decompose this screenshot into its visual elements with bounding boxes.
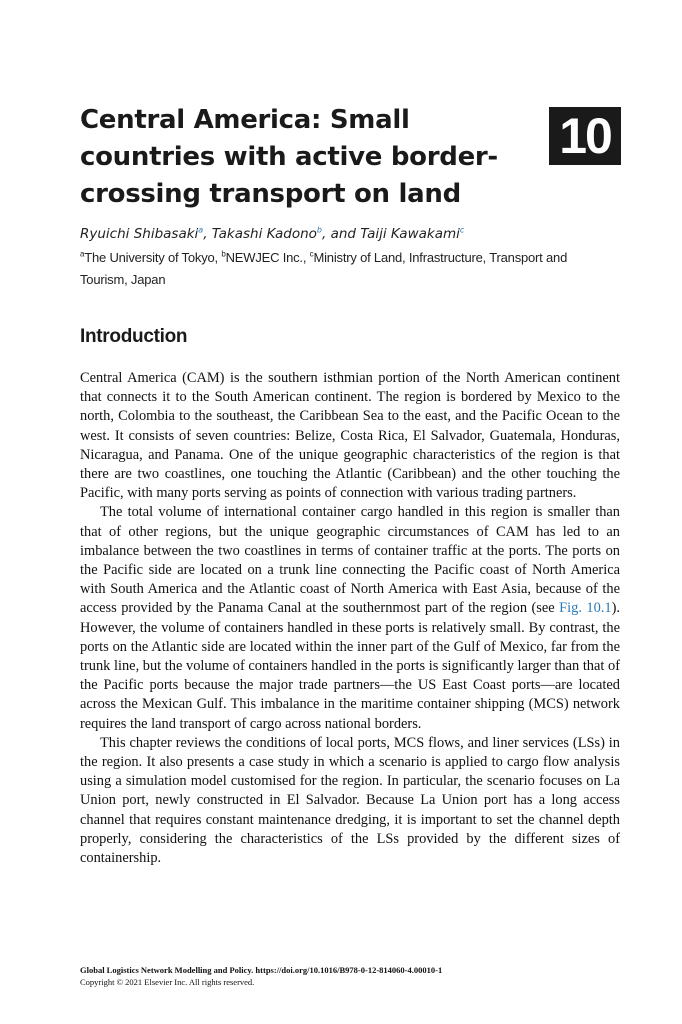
- affiliation-text: NEWJEC Inc.,: [225, 250, 310, 265]
- paragraph-2-text: The total volume of international container cargo handled in this region is smaller than that of other regions, but the unique geographic circumstances of CAM has led to an imbalance between the two coastlines in terms of container traffic at the ports. The ports on the Pacific side are located on a trunk line connecting the Pacific coast of North America with South America and the Atlantic coast of North America with East Asia, because of the access provided by the Panama Canal at the southernmost part of the region (see: [80, 504, 620, 617]
- author-separator: ,: [203, 226, 212, 242]
- author-name: Ryuichi Shibasaki: [80, 226, 199, 242]
- author-name: Takashi Kadono: [211, 226, 317, 242]
- author-separator: , and: [322, 226, 361, 242]
- chapter-title: Central America: Small countries with active border-crossing transport on land: [80, 105, 498, 209]
- copyright-notice: Copyright © 2021 Elsevier Inc. All rights reserved.: [80, 977, 255, 987]
- paragraph-2-text-cont: ). However, the volume of containers handled in these ports is relatively small. By contrast, the ports on the Atlantic side are located within the inner part of the Gulf of Mexico, far from the trunk line, but the volume of containers handled in the ports is significantly larger than that of the Pacific ports because the major trade partners—the US East Coast ports—are located across the Mexican Gulf. This imbalance in the maritime container shipping (MCS) network requires the land transport of cargo across national borders.: [80, 600, 621, 732]
- paragraph-1: Central America (CAM) is the southern isthmian portion of the North American continent that connects it to the South American continent. The region is bordered by Mexico to the north, Colombia to the southeast, the Caribbean Sea to the east, and the Pacific Ocean to the west. It consists of seven countries: Belize, Costa Rica, El Salvador, Guatemala, Honduras, Nicaragua, and Panama. One of the unique geographic characteristics of the region is that there are two coastlines, one touching the Atlantic (Caribbean) and the other touching the Pacific, with many ports serving as points of connection with various trading partners.: [80, 370, 620, 502]
- affiliation-mark: c: [309, 249, 314, 259]
- author-affiliation-mark[interactable]: b: [316, 225, 322, 235]
- figure-link[interactable]: Fig. 10.1: [559, 600, 612, 617]
- book-citation-doi: Global Logistics Network Modelling and Policy. https://doi.org/10.1016/B978-0-12-814060-4.00010-1: [80, 965, 443, 975]
- paragraph-3: This chapter reviews the conditions of local ports, MCS flows, and liner services (LSs) in the region. It also presents a case study in which a scenario is applied to cargo flow analysis using a simulation model customised for the region. In particular, the scenario focuses on La Union port, newly constructed in El Salvador. Because La Union port has a long access channel that requires constant maintenance dredging, it is important to set the channel depth properly, considering the characteristics of the LSs provided by the different sizes of containership.: [80, 734, 620, 867]
- author-list: [80, 226, 464, 242]
- affiliation-text: The University of Tokyo,: [84, 250, 222, 265]
- affiliation-mark: a: [80, 249, 85, 259]
- author-name: Taiji Kawakami: [360, 226, 460, 242]
- section-heading: Introduction: [80, 326, 188, 347]
- paragraph-2: [80, 503, 620, 733]
- page-footer: [80, 964, 442, 988]
- author-affiliation-mark[interactable]: c: [459, 225, 465, 235]
- affiliation-mark: b: [221, 249, 226, 259]
- affiliations: [80, 247, 600, 291]
- body-text: [80, 369, 620, 868]
- chapter-number-badge: 10: [549, 107, 621, 165]
- author-affiliation-mark[interactable]: a: [198, 225, 204, 235]
- affiliation-text: Ministry of Land, Infrastructure, Transport and Tourism, Japan: [80, 250, 568, 287]
